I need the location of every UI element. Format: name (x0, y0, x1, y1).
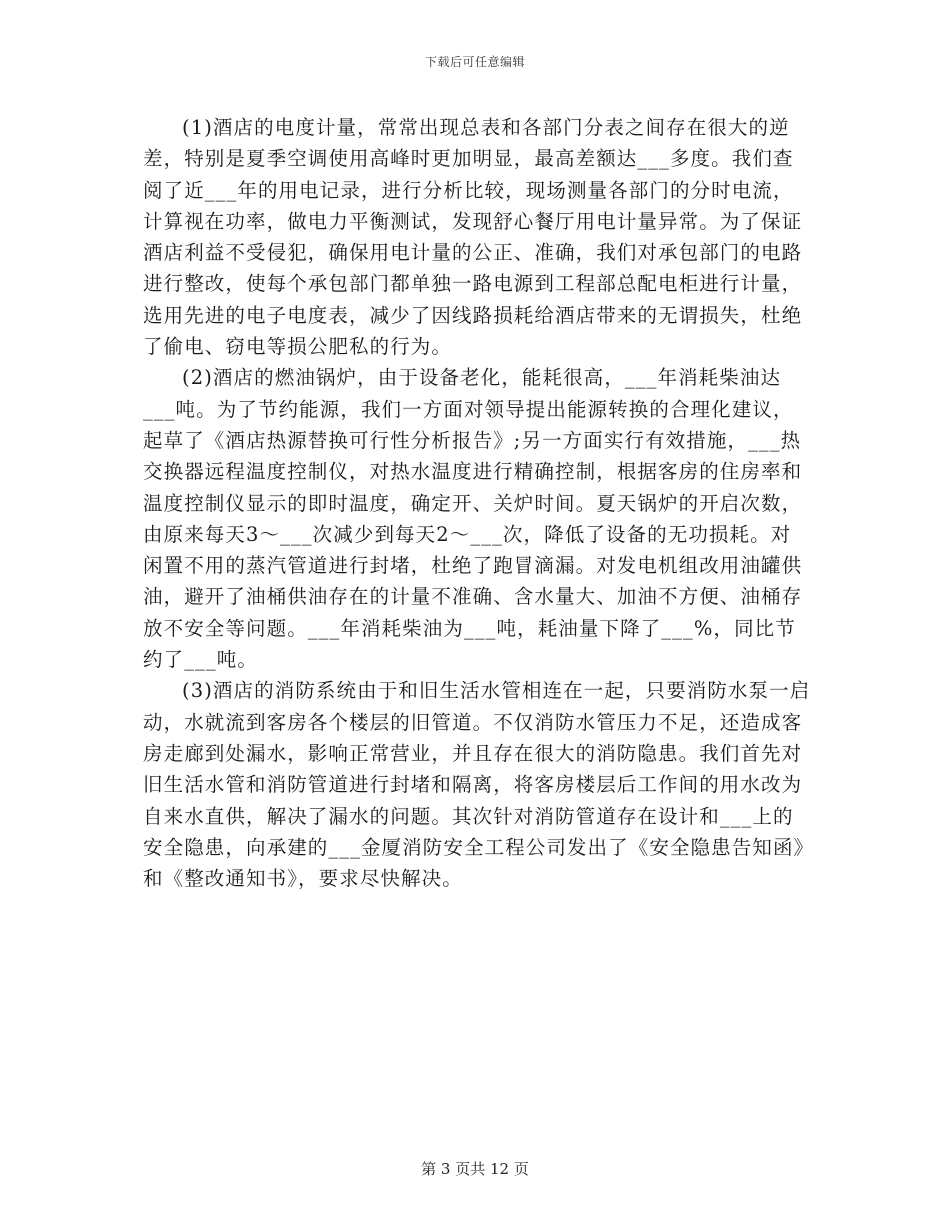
paragraph-electricity-metering: (1)酒店的电度计量，常常出现总表和各部门分表之间存在很大的逆差，特别是夏季空调使用高峰时更加明显，最高差额达___多度。我们查阅了近___年的用电记录，进行分析比较，现场测量各部门的分时电流，计算视在功率，做电力平衡测试，发现舒心餐厅用电计量异常。为了保证酒店利益不受侵犯，确保用电计量的公正、准确，我们对承包部门的电路进行整改，使每个承包部门都单独一路电源到工程部总配电柜进行计量，选用先进的电子电度表，减少了因线路损耗给酒店带来的无谓损失，杜绝了偷电、窃电等损公肥私的行为。 (143, 116, 803, 359)
page-header: 下载后可任意编辑 (424, 55, 525, 69)
paragraph-fire-protection: (3)酒店的消防系统由于和旧生活水管相连在一起，只要消防水泵一启动，水就流到客房各个楼层的旧管道。不仅消防水管压力不足，还造成客房走廊到处漏水，影响正常营业，并且存在很大的消防隐患。我们首先对旧生活水管和消防管道进行封堵和隔离，将客房楼层后工作间的用水改为自来水直供，解决了漏水的问题。其次针对消防管道存在设计和___上的安全隐患，向承建的___金厦消防安全工程公司发出了《安全隐患告知函》和《整改通知书》，要求尽快解决。 (143, 679, 811, 891)
paragraph-oil-boiler: (2)酒店的燃油锅炉，由于设备老化，能耗很高，___年消耗柴油达___吨。为了节约能源，我们一方面对领导提出能源转换的合理化建议，起草了《酒店热源替换可行性分析报告》;另一方面实行有效措施，___热交换器远程温度控制仪，对热水温度进行精确控制，根据客房的住房率和温度控制仪显示的即时温度，确定开、关炉时间。夏天锅炉的开启次数，由原来每天3～___次减少到每天2～___次，降低了设备的无功损耗。对闲置不用的蒸汽管道进行封堵，杜绝了跑冒滴漏。对发电机组改用油罐供油，避开了油桶供油存在的计量不准确、含水量大、加油不方便、油桶存放不安全等问题。___年消耗柴油为___吨，耗油量下降了___%，同比节约了___吨。 (143, 366, 803, 672)
page-footer: 第 3 页共 12 页 (421, 1160, 529, 1178)
document-body (143, 112, 811, 894)
